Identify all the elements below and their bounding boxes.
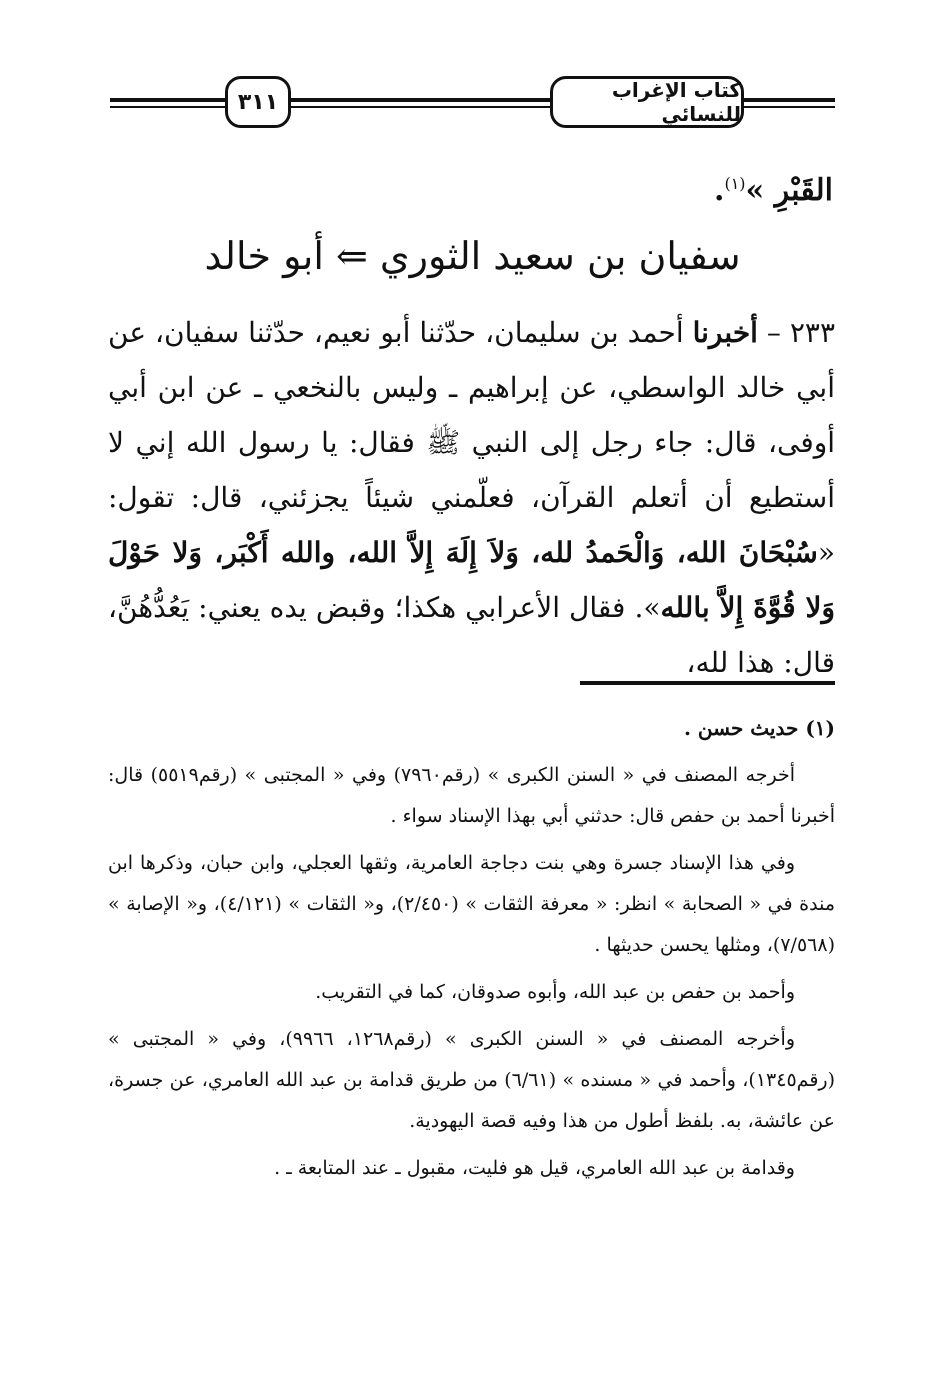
hadith-dua: سُبْحَانَ الله، وَالْحَمدُ لله، وَلاَ إِلَهَ إِلاَّ الله، والله أَكْبَر، وَلا حَوْلَ وَلا قُوَّةَ إِلاَّ بالله: [108, 536, 836, 624]
hadith-number: ٢٣٣ –: [766, 316, 836, 349]
continuation-end: .: [714, 173, 725, 208]
footnote-heading: (١) حديث حسن .: [683, 716, 835, 740]
footnote-paragraph: أخرجه المصنف في « السنن الكبرى » (رقم٧٩٦٠) وفي « المجتبى » (رقم٥٥١٩) قال: أخبرنا أحمد بن حفص قال: حدثني أبي بهذا الإسناد سواء .: [108, 764, 835, 827]
section-heading: سفيان بن سعيد الثوري ⇐ أبو خالد: [204, 234, 741, 278]
hadith-paragraph: [108, 305, 835, 690]
footnote-paragraph: وقدامة بن عبد الله العامري، قيل هو فليت، مقبول ـ عند المتابعة ـ .: [274, 1157, 795, 1179]
hadith-opening: أخبرنا: [692, 316, 758, 349]
running-title: كتاب الإغراب للنسائي: [550, 76, 744, 128]
footnote-paragraph: وفي هذا الإسناد جسرة وهي بنت دجاجة العامرية، وثقها العجلي، وابن حبان، وذكرها ابن مندة في « الصحابة » انظر: « معرفة الثقات » (٢/٤٥٠)، و« الثقات » (٤/١٢١)، و« الإصابة » (٧/٥٦٨)، ومثلها يحسن حديثها .: [108, 852, 835, 956]
footnote-paragraph: وأحمد بن حفص بن عبد الله، وأبوه صدوقان، كما في التقريب.: [315, 981, 795, 1003]
footnote-paragraph: وأخرجه المصنف في « السنن الكبرى » (رقم١٢٦٨، ٩٩٦٦)، وفي « المجتبى » (رقم١٣٤٥)، وأحمد في « مسنده » (٦/٦١) من طريق قدامة بن عبد الله العامري، عن جسرة، عن عائشة، به. بلفظ أطول من هذا وفيه قصة اليهودية.: [108, 1028, 835, 1132]
hadith-isnad-text: أحمد بن سليمان، حدّثنا أبو نعيم، حدّثنا سفيان، عن أبي خالد الواسطي، عن إبراهيم ـ وليس بالنخعي ـ عن ابن أبي أوفى، قال: جاء رجل إلى النبي ﷺ فقال: يا رسول الله إني لا أستطيع أن أتعلم القرآن، فعلّمني شيئاً يجزئني، قال: تقول: «: [108, 316, 836, 569]
footnote-separator: [580, 681, 835, 685]
hadith-after: ». فقال الأعرابي هكذا؛ وقبض يده يعني: يَعُدُّهُنَّ، قال: هذا لله،: [108, 591, 835, 679]
continuation-line: [533, 160, 833, 215]
footnote-mark: (١): [724, 174, 746, 193]
page-number: ٣١١: [225, 76, 291, 128]
continuation-text: القَبْرِ »: [745, 173, 833, 208]
footnotes: [108, 708, 835, 1195]
